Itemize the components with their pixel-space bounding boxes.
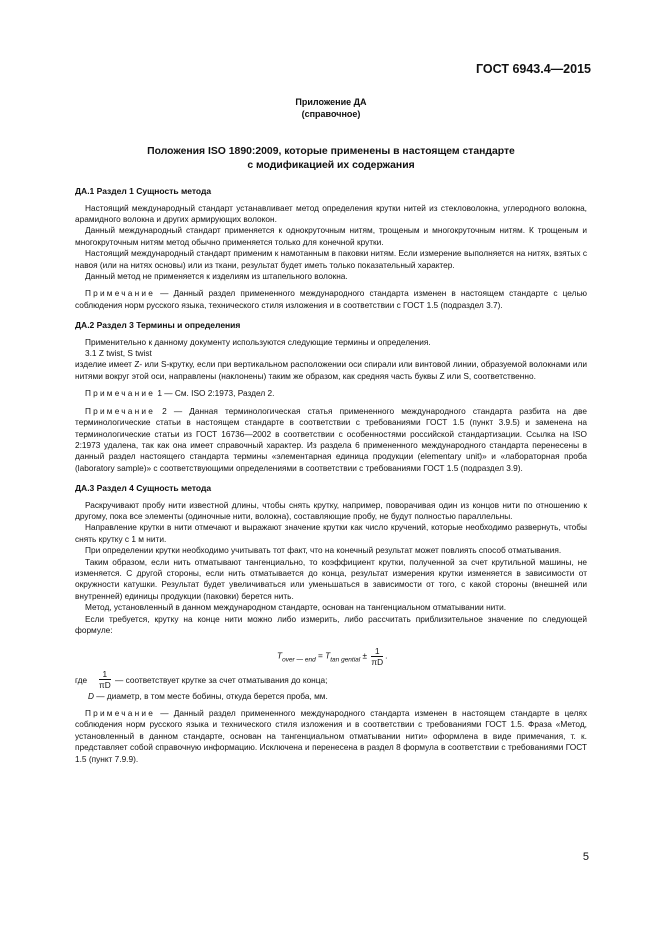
formula-fraction: $\frac{1}{\pi D}$: [371, 645, 384, 667]
formula-expression: $T_{over — end} = T_{tan gential}$ ± $\frac{1}{\pi D}$ .: [277, 645, 388, 667]
paragraph: Настоящий международный стандарт применим к намотанным в паковки нитям. Если измерение выполняется на нитях, взятых с навоя (или на нитях основы) или из ткани, результат будет иметь только показательный характер.: [75, 248, 587, 270]
note-text: 2 — Данная терминологическая статья примененного международного стандарта разбита на две терминологические статьи в настоящем стандарте в соответствии с требованиями ГОСТ 1.5 (пункт 3.9.5) и заменена на терминологические статьи из ГОСТ 16736—2002 в соответствии с особенностями российской стандартизации. Ссылка на ISO 2:1973 удалена, так как она имеет справочный характер. Из раздела 6 примененного международного стандарта перенесены в данный раздел настоящего стандарта термины «элементарная единица продукции (elementary unit)» и «лабораторная проба (laboratory sample)» с соответствующими определениями в соответствии с требованиями ГОСТ 1.5 (подраздел 3.9).: [75, 405, 587, 473]
paragraph: Таким образом, если нить отматывают тангенциально, то коэффициент крутки, полученной за счет крутильной машины, не изменяется. С другой стороны, если нить отматывается до конца, результат измерения крутки изменяется в зависимости от окружности катушки. Результат будет увеличиваться или уменьшаться в зависимости от того, с какой стороны (внешней или внутренней) единицы продукции (паковки) берется нить.: [75, 556, 587, 601]
paragraph: Направление крутки в нити отмечают и выражают значение крутки как число кручений, которые необходимо развернуть, чтобы снять крутку с 1 м нити.: [75, 522, 587, 544]
note-label: Примечание: [85, 288, 156, 299]
note: [75, 708, 587, 765]
annex-title-line-2: с модификацией их содержания: [247, 159, 415, 171]
annex-heading: [75, 96, 587, 120]
annex-body: [75, 186, 587, 765]
twist-formula: [75, 639, 587, 667]
note: [75, 388, 587, 399]
paragraph: Раскручивают пробу нити известной длины, чтобы снять крутку, например, поворачивая один из концов нити по отношению к другому, пока все элементы (одиночные нити, волокна), составляющие пробу, не будут полностью параллельны.: [75, 499, 587, 522]
annex-title-line-1: Положения ISO 1890:2009, которые применены в настоящем стандарте: [147, 146, 515, 157]
legend-d-symbol: D: [88, 690, 94, 701]
paragraph: Настоящий международный стандарт устанавливает метод определения крутки нитей из стекловолокна, углеродного волокна, арамидного волокна и других армирующих волокон.: [75, 202, 587, 224]
section-da1-heading: ДА.1 Раздел 1 Сущность метода: [75, 186, 212, 196]
paragraph: Применительно к данному документу используются следующие термины и определения.: [85, 336, 431, 347]
note: [75, 288, 587, 311]
standard-designation: ГОСТ 6943.4—2015: [475, 62, 591, 76]
legend-text: — соответствует крутке за счет отматывания до конца;: [115, 674, 328, 685]
annex-title: [75, 145, 587, 172]
paragraph: При определении крутки необходимо учитывать тот факт, что на конечный результат может повлиять способ отматывания.: [85, 545, 562, 556]
note: [75, 406, 587, 474]
legend-fraction: $\frac{1}{\pi D}$: [99, 668, 111, 690]
note-label: Примечание: [85, 388, 156, 399]
annex-label: Приложение ДА: [295, 97, 367, 107]
note-label: Примечание: [85, 707, 156, 718]
note-text: 1 — См. ISO 2:1973, Раздел 2.: [155, 388, 275, 399]
paragraph: Данный метод не применяется к изделиям из штапельного волокна.: [85, 270, 348, 281]
legend-d-text: — диаметр, в том месте бобины, откуда берется проба, мм.: [94, 690, 328, 701]
paragraph: Если требуется, крутку на конце нити можно либо измерить, либо рассчитать приблизительное значение по следующей формуле:: [75, 613, 587, 636]
paragraph: Данный международный стандарт применяется к однокруточным нитям, трощеным и многокруточным нитям. К трощеным и многокруточным нитям метод обычно применяется только для конечной крутки.: [75, 225, 587, 247]
paragraph: Метод, установленный в данном международном стандарте, основан на тангенциальном отматывании нити.: [85, 602, 507, 613]
term-entry: 3.1 Z twist, S twist: [85, 348, 152, 359]
formula-legend: [75, 669, 587, 691]
annex-type: (справочное): [301, 109, 361, 119]
note-text: — Данный раздел примененного международного стандарта изменен в настоящем стандарте с целью соблюдения норм русского языка, технического стиля изложения и в соответствии с ГОСТ 1.5 (подраздел 3.7).: [75, 288, 587, 310]
note-label: Примечание: [85, 405, 156, 416]
where-label: где: [75, 674, 88, 685]
note-text: — Данный раздел примененного международного стандарта изменен в настоящем стандарте в целях соблюдения норм русского языка и технического стиля изложения и в соответствии с требованиями ГОСТ 1.5. Фраза «Метод, установленный в данном стандарте, основан на тангенциальном отматывании нити» оформлена в виде примечания, т. к. представляет собой справочную информацию. Исключена и перенесена в раздел 8 формула в соответствии с требованиями ГОСТ 1.5 (пункт 7.9.9).: [75, 707, 587, 764]
section-da2-heading: ДА.2 Раздел 3 Термины и определения: [75, 320, 241, 331]
page-number: 5: [582, 851, 589, 863]
term-definition: изделие имеет Z- или S-крутку, если при вертикальном расположении оси спирали или винтовой линии, образуемой волокнами или нитями вокруг этой оси, направлены (наклонены) таким же образом, как средняя часть буквы Z или S, соответственно.: [75, 359, 587, 381]
legend-d: [75, 691, 587, 702]
section-da3-heading: ДА.3 Раздел 4 Сущность метода: [75, 483, 212, 494]
